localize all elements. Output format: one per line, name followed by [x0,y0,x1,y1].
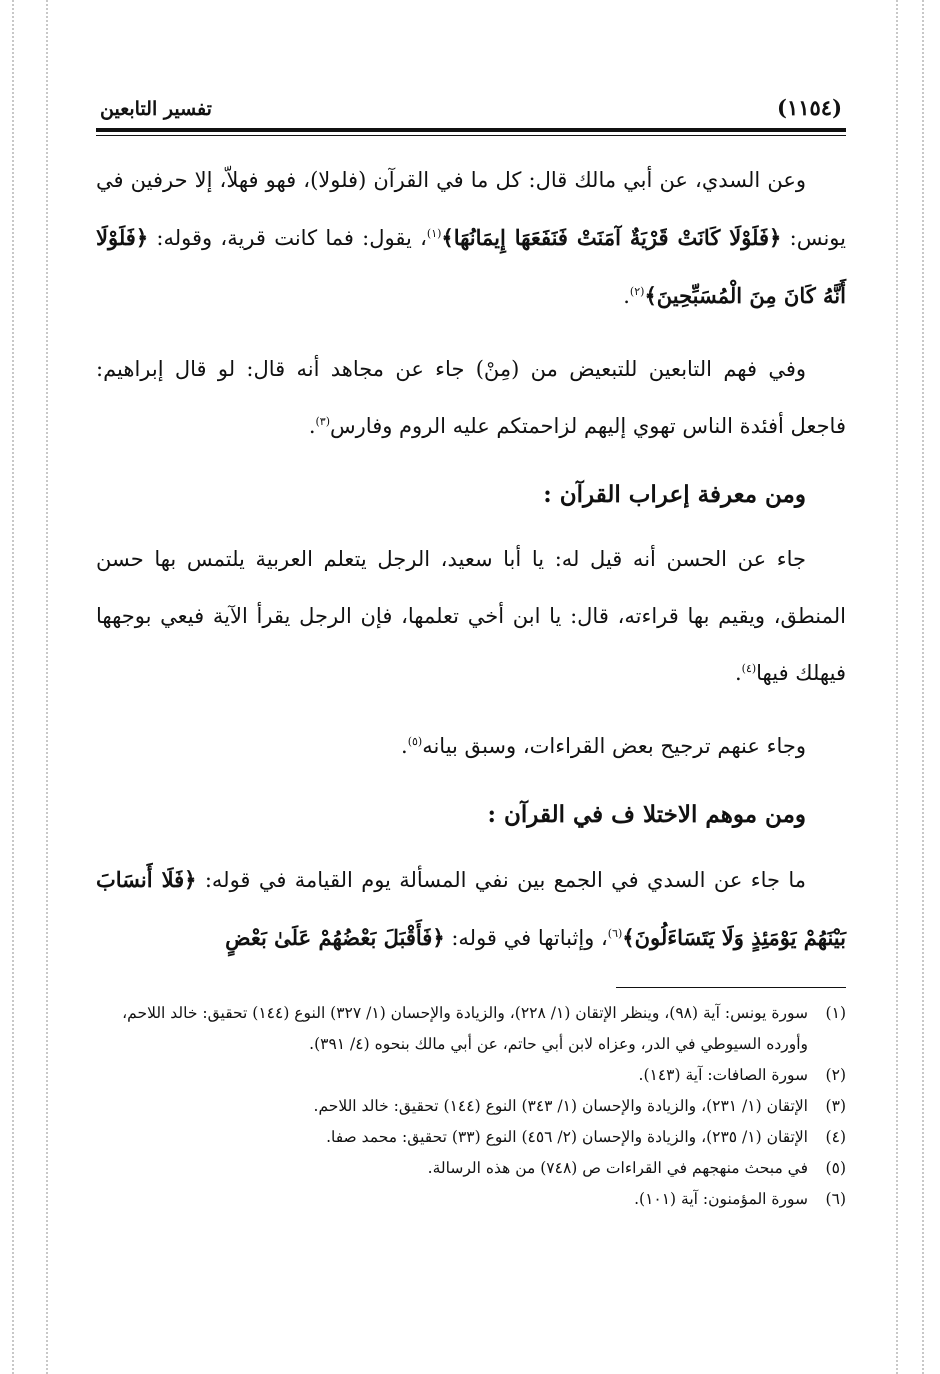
book-page [96,86,846,1215]
scan-margin-dots-right [896,0,898,1374]
quran-quote-3: ﴿فَلَا أَنسَابَ بَيْنَهُمْ يَوْمَئِذٍ وَلَا يَتَسَاءَلُونَ﴾ [96,867,846,950]
footnote-5 [96,1153,846,1184]
footnote-4 [96,1122,846,1153]
footnote-text: في مبحث منهجهم في القراءات ص (٧٤٨) من هذه الرسالة. [427,1159,808,1177]
footnote-1 [96,998,846,1060]
footnote-number: (٦) [825,1190,846,1208]
page-header [96,86,846,120]
paragraph-1-text-b: ، يقول: فما كانت قرية، وقوله: [148,226,427,250]
footnote-2 [96,1060,846,1091]
section-heading-2: ومن موهم الاختلا ف في القرآن : [487,801,806,828]
footnote-ref-5[interactable]: (٥) [407,735,423,748]
header-rule-thin [96,135,846,136]
scan-margin-dots-left-2 [46,0,48,1374]
footnote-text: سورة المؤمنون: آية (١٠١). [634,1190,808,1208]
footnote-6 [96,1184,846,1215]
footnote-ref-3[interactable]: (٣) [315,415,331,428]
paragraph-4-end: . [401,734,408,758]
quran-quote-2: ﴿فَلَوْلَا أَنَّهُ كَانَ مِنَ الْمُسَبِّحِينَ﴾ [96,225,846,308]
quran-quote-4: ﴿فَأَقْبَلَ بَعْضُهُمْ عَلَىٰ بَعْضٍ [225,925,445,950]
footnote-number: (٤) [825,1128,846,1146]
paragraph-1 [96,152,846,325]
scan-margin-dots-left [12,0,14,1374]
footnote-number: (١) [825,1004,846,1022]
paragraph-4 [96,718,846,775]
running-title: تفسير التابعين [100,98,212,120]
paragraph-2 [96,341,846,455]
footnote-ref-6[interactable]: (٦) [607,927,623,940]
scan-margin-dots-right-2 [922,0,924,1374]
paragraph-5-text-a: ما جاء عن السدي في الجمع بين نفي المسألة يوم القيامة في قوله: [196,868,807,892]
page-number: (١١٥٤) [777,95,842,120]
paragraph-3-text: جاء عن الحسن أنه قيل له: يا أبا سعيد، الرجل يتعلم العربية يلتمس بها حسن المنطق، ويقيم بها قراءته، قال: يا ابن أخي تعلمها، فإن الرجل يقرأ الآية فيعي بوجهها فيهلك فيها [96,547,846,685]
paragraph-2-text: وفي فهم التابعين للتبعيض من (مِنْ) جاء عن مجاهد أنه قال: لو قال إبراهيم: فاجعل أفئدة الناس تهوي إليهم لزاحمتكم عليه الروم وفارس [96,357,846,438]
footnote-text: سورة يونس: آية (٩٨)، وينظر الإتقان (١/ ٢٢٨)، والزيادة والإحسان (١/ ٣٢٧) النوع (١٤٤) تحقيق: خالد اللاحم، وأورده السيوطي في الدر، وعزاه لابن أبي حاتم، عن أبي مالك بنحوه (٤/ ٣٩١). [122,1004,808,1053]
section-heading-1: ومن معرفة إعراب القرآن : [543,481,806,508]
quran-quote-1: ﴿فَلَوْلَا كَانَتْ قَرْيَةٌ آمَنَتْ فَنَفَعَهَا إِيمَانُهَا﴾ [441,225,782,250]
footnote-text: سورة الصافات: آية (١٤٣). [638,1066,808,1084]
footnote-text: الإتقان (١/ ٢٣٥)، والزيادة والإحسان (٢/ ٤٥٦) النوع (٣٣) تحقيق: محمد صفا. [326,1128,808,1146]
paragraph-5 [96,851,846,967]
paragraph-3-end: . [734,661,742,685]
footnote-number: (٢) [825,1066,846,1084]
footnote-separator [616,987,846,988]
footnote-number: (٣) [825,1097,846,1115]
header-rule-thick [96,128,846,132]
footnote-3 [96,1091,846,1122]
paragraph-1-text-c: . [623,284,630,308]
paragraph-4-text: وجاء عنهم ترجيح بعض القراءات، وسبق بيانه [422,734,806,758]
footnote-ref-2[interactable]: (٢) [629,285,645,298]
paragraph-2-end: . [308,414,316,438]
footnote-number: (٥) [825,1159,846,1177]
footnotes [96,998,846,1215]
paragraph-3 [96,531,846,702]
footnote-ref-4[interactable]: (٤) [741,662,757,675]
paragraph-5-text-b: ، وإثباتها في قوله: [444,926,608,950]
main-text [96,152,846,967]
paragraph-1-text-a: وعن السدي، عن أبي مالك قال: كل ما في القرآن (فلولا)، فهو فهلاّ، إلا حرفين في يونس: [96,168,847,250]
footnote-ref-1[interactable]: (١) [426,227,442,240]
footnote-text: الإتقان (١/ ٢٣١)، والزيادة والإحسان (١/ ٣٤٣) النوع (١٤٤) تحقيق: خالد اللاحم. [313,1097,808,1115]
